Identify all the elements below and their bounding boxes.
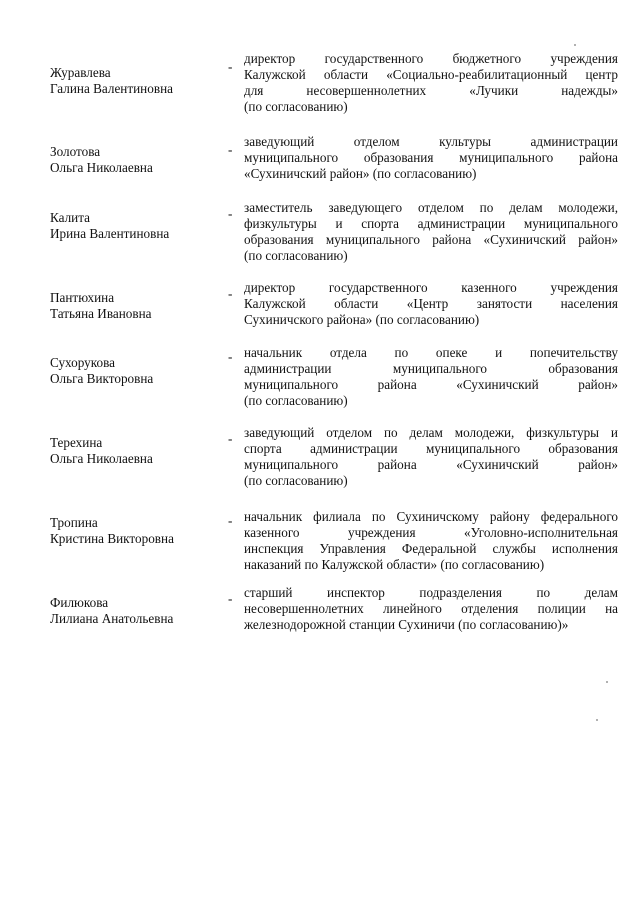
member-given-names: Ольга Викторовна	[50, 371, 154, 386]
list-dash: -	[228, 349, 233, 364]
position-line: муниципального района «Сухиничский район»	[244, 377, 618, 392]
member-given-names: Ольга Николаевна	[50, 451, 153, 466]
position-line: заведующий отделом культуры администрации	[244, 134, 618, 149]
scan-speck	[574, 44, 576, 46]
scan-speck	[606, 681, 608, 683]
member-name	[50, 435, 230, 467]
position-line: (по согласованию)	[244, 248, 348, 263]
list-dash: -	[228, 142, 233, 157]
member-surname: Журавлева	[50, 65, 111, 80]
position-line: железнодорожной станции Сухиничи (по согласованию)»	[244, 617, 569, 632]
member-position	[244, 134, 618, 182]
member-position	[244, 345, 618, 409]
position-line: начальник филиала по Сухиничскому району федерального	[244, 509, 618, 524]
position-line: заместитель заведующего отделом по делам молодежи,	[244, 200, 618, 215]
position-line: Сухиничского района» (по согласованию)	[244, 312, 480, 327]
member-given-names: Ирина Валентиновна	[50, 226, 170, 241]
member-surname: Пантюхина	[50, 290, 115, 305]
member-name	[50, 65, 230, 97]
position-line: заведующий отделом по делам молодежи, физкультуры и	[244, 425, 618, 440]
member-given-names: Галина Валентиновна	[50, 81, 173, 96]
position-line: муниципального района «Сухиничский район»	[244, 457, 618, 472]
position-line: для несовершеннолетних «Лучики надежды»	[244, 83, 618, 98]
position-line: директор государственного казенного учреждения	[244, 280, 618, 295]
position-line: спорта администрации муниципального образования	[244, 441, 618, 456]
position-line: наказаний по Калужской области» (по согласованию)	[244, 557, 545, 572]
member-position	[244, 280, 618, 328]
position-line: казенного учреждения «Уголовно-исполнительная	[244, 525, 618, 540]
member-position	[244, 509, 618, 573]
position-line: несовершеннолетних линейного отделения полиции на	[244, 601, 618, 616]
member-name	[50, 595, 230, 627]
member-name	[50, 142, 233, 176]
member-name	[50, 513, 233, 547]
member-position	[244, 51, 618, 115]
position-line: инспекция Управления Федеральной службы исполнения	[244, 541, 618, 556]
member-surname: Сухорукова	[50, 355, 115, 370]
member-position	[244, 585, 618, 633]
member-surname: Калита	[50, 210, 91, 225]
member-given-names: Ольга Николаевна	[50, 160, 153, 175]
list-dash: -	[228, 206, 233, 221]
member-name	[50, 355, 230, 387]
position-line: муниципального образования муниципального района	[244, 150, 618, 165]
member-name	[50, 290, 230, 322]
scan-speck	[596, 719, 598, 721]
member-surname: Терехина	[50, 435, 103, 450]
list-dash: -	[228, 286, 233, 301]
list-dash: -	[228, 513, 233, 528]
member-surname: Филюкова	[50, 595, 109, 610]
list-dash: -	[228, 431, 233, 446]
position-line: образования муниципального района «Сухиничский район»	[244, 232, 618, 247]
position-line: «Сухиничский район» (по согласованию)	[244, 166, 477, 181]
position-line: начальник отдела по опеке и попечительству	[244, 345, 618, 360]
position-line: Калужской области «Центр занятости населения	[244, 296, 618, 311]
position-line: старший инспектор подразделения по делам	[244, 585, 618, 600]
member-position	[244, 425, 618, 489]
position-line: Калужской области «Социально-реабилитационный центр	[244, 67, 618, 82]
position-line: (по согласованию)	[244, 393, 348, 408]
member-name	[50, 210, 230, 242]
position-line: (по согласованию)	[244, 99, 348, 114]
position-line: администрации муниципального образования	[244, 361, 618, 376]
member-given-names: Лилиана Анатольевна	[50, 611, 174, 626]
position-line: директор государственного бюджетного учреждения	[244, 51, 618, 66]
member-surname: Тропина	[50, 515, 98, 530]
member-surname: Золотова	[50, 144, 101, 159]
list-dash: -	[228, 59, 233, 74]
member-given-names: Кристина Викторовна	[50, 531, 174, 546]
list-dash: -	[228, 591, 233, 606]
position-line: (по согласованию)	[244, 473, 348, 488]
position-line: физкультуры и спорта администрации муниципального	[244, 216, 618, 231]
member-given-names: Татьяна Ивановна	[50, 306, 152, 321]
member-position	[244, 200, 618, 264]
